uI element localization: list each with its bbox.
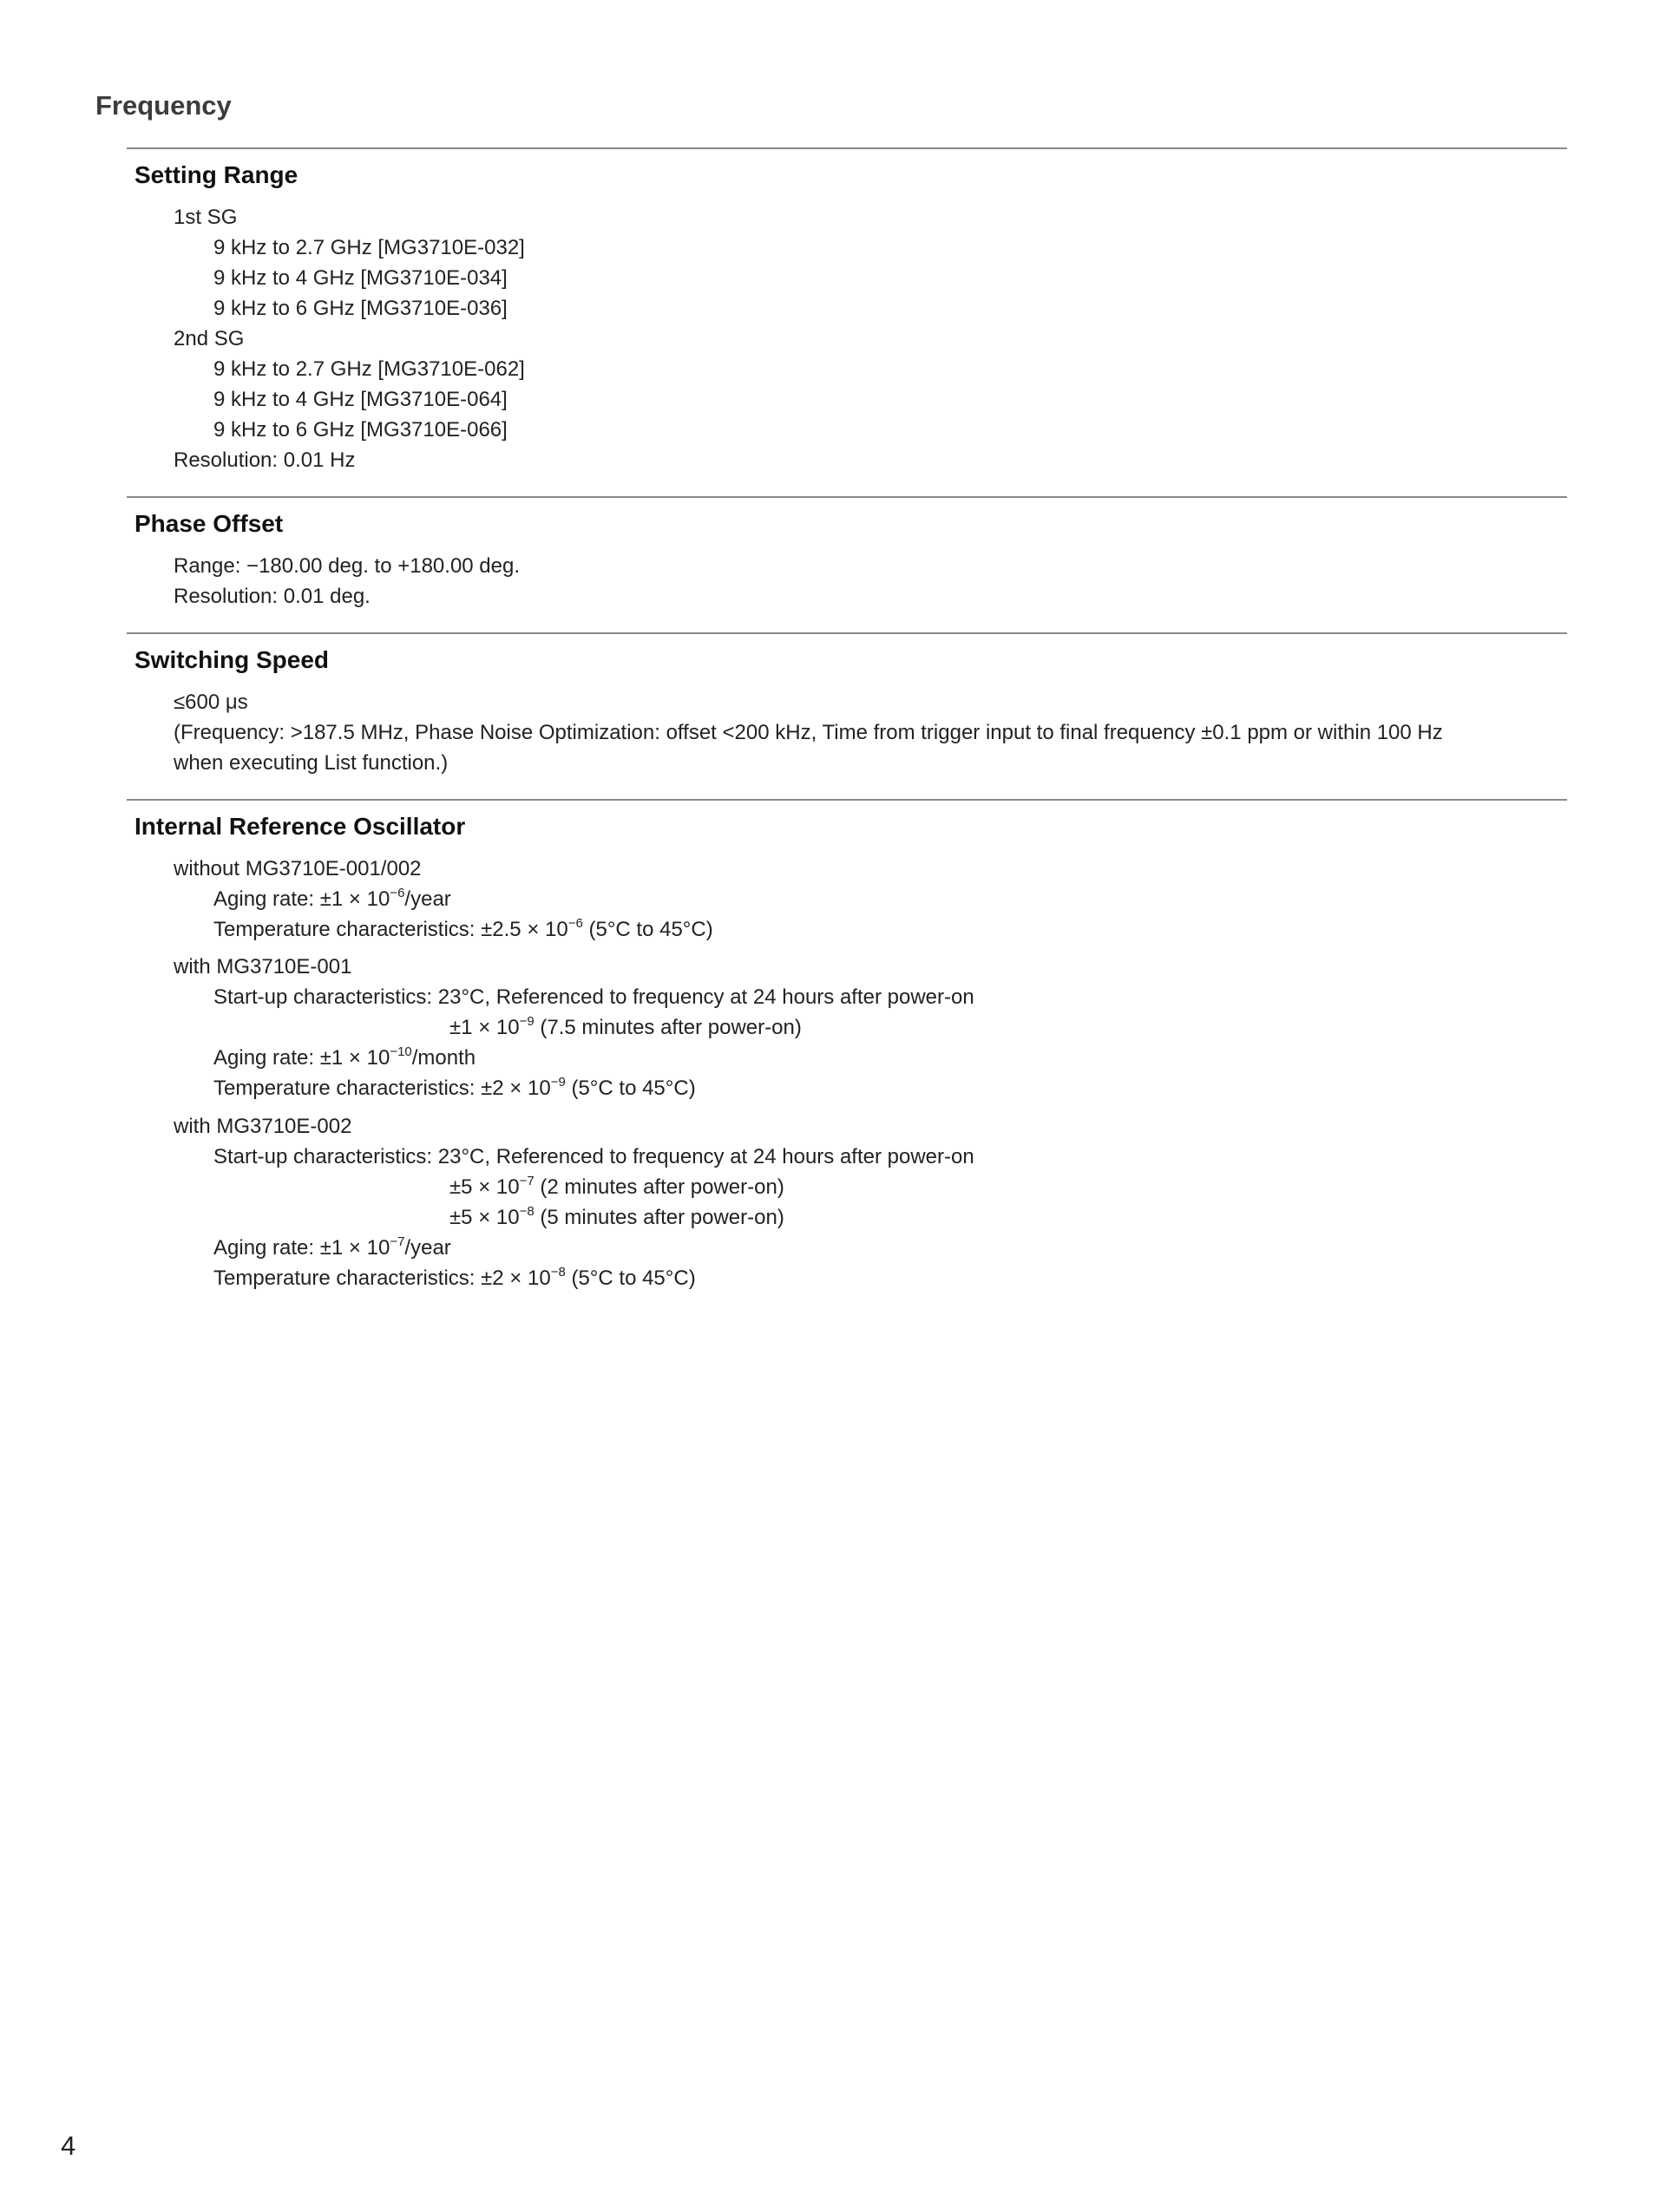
switching-speed-note: when executing List function.) bbox=[174, 751, 449, 775]
aging-rate: Aging rate: $\pm 1 \times 10^{-6}$/year bbox=[213, 886, 451, 911]
second-sg-item: 9 kHz to 4 GHz [MG3710E-064] bbox=[213, 388, 508, 411]
temperature-characteristics: Temperature characteristics: $\pm 2 \times 10^{-8}$ (5°C to 45°C) bbox=[213, 1265, 696, 1290]
startup-characteristics: Start-up characteristics: 23°C, Referenced to frequency at 24 hours after power-on bbox=[213, 985, 974, 1009]
aging-rate: Aging rate: $\pm 1 \times 10^{-7}$/year bbox=[213, 1234, 451, 1260]
aging-rate: Aging rate: $\pm 1 \times 10^{-10}$/month bbox=[213, 1044, 476, 1070]
first-sg-item: 9 kHz to 4 GHz [MG3710E-034] bbox=[213, 266, 508, 290]
section-divider bbox=[127, 632, 1567, 634]
page-number: 4 bbox=[61, 2130, 76, 2161]
section-title-phase-offset: Phase Offset bbox=[134, 510, 284, 537]
option-label-with-001: with MG3710E-001 bbox=[174, 955, 352, 978]
second-sg-item: 9 kHz to 2.7 GHz [MG3710E-062] bbox=[213, 357, 525, 381]
startup-value: $\pm 1 \times 10^{-9}$ (7.5 minutes after power-on) bbox=[449, 1014, 802, 1039]
switching-speed-value: ≤600 μs bbox=[174, 690, 248, 714]
section-title-switching-speed: Switching Speed bbox=[134, 646, 330, 673]
section-divider bbox=[127, 147, 1567, 149]
phase-offset-resolution: Resolution: 0.01 deg. bbox=[174, 585, 371, 608]
option-label-without: without MG3710E-001/002 bbox=[174, 857, 422, 880]
phase-offset-range: Range: −180.00 deg. to +180.00 deg. bbox=[174, 554, 521, 578]
frequency-resolution: Resolution: 0.01 Hz bbox=[174, 448, 356, 472]
first-sg-item: 9 kHz to 6 GHz [MG3710E-036] bbox=[213, 297, 508, 320]
temperature-characteristics: Temperature characteristics: $\pm 2 \times 10^{-9}$ (5°C to 45°C) bbox=[213, 1075, 696, 1100]
section-divider bbox=[127, 799, 1567, 801]
startup-value: $\pm 5 \times 10^{-7}$ (2 minutes after power-on) bbox=[449, 1174, 784, 1199]
first-sg-label: 1st SG bbox=[174, 206, 238, 229]
second-sg-item: 9 kHz to 6 GHz [MG3710E-066] bbox=[213, 418, 508, 442]
section-title-internal-reference-oscillator: Internal Reference Oscillator bbox=[134, 813, 466, 840]
section-title-setting-range: Setting Range bbox=[134, 161, 298, 188]
option-label-with-002: with MG3710E-002 bbox=[174, 1115, 352, 1138]
temperature-characteristics: Temperature characteristics: $\pm 2.5 \times 10^{-6}$ (5°C to 45°C) bbox=[213, 916, 713, 941]
second-sg-label: 2nd SG bbox=[174, 327, 245, 350]
page-title: Frequency bbox=[95, 90, 232, 121]
switching-speed-note: (Frequency: >187.5 MHz, Phase Noise Optimization: offset <200 kHz, Time from trigger input to final frequency ±0.1 ppm or within 100 Hz bbox=[174, 721, 1443, 744]
startup-characteristics: Start-up characteristics: 23°C, Referenced to frequency at 24 hours after power-on bbox=[213, 1145, 974, 1168]
section-divider bbox=[127, 496, 1567, 498]
startup-value: $\pm 5 \times 10^{-8}$ (5 minutes after power-on) bbox=[449, 1204, 784, 1229]
first-sg-item: 9 kHz to 2.7 GHz [MG3710E-032] bbox=[213, 236, 525, 259]
